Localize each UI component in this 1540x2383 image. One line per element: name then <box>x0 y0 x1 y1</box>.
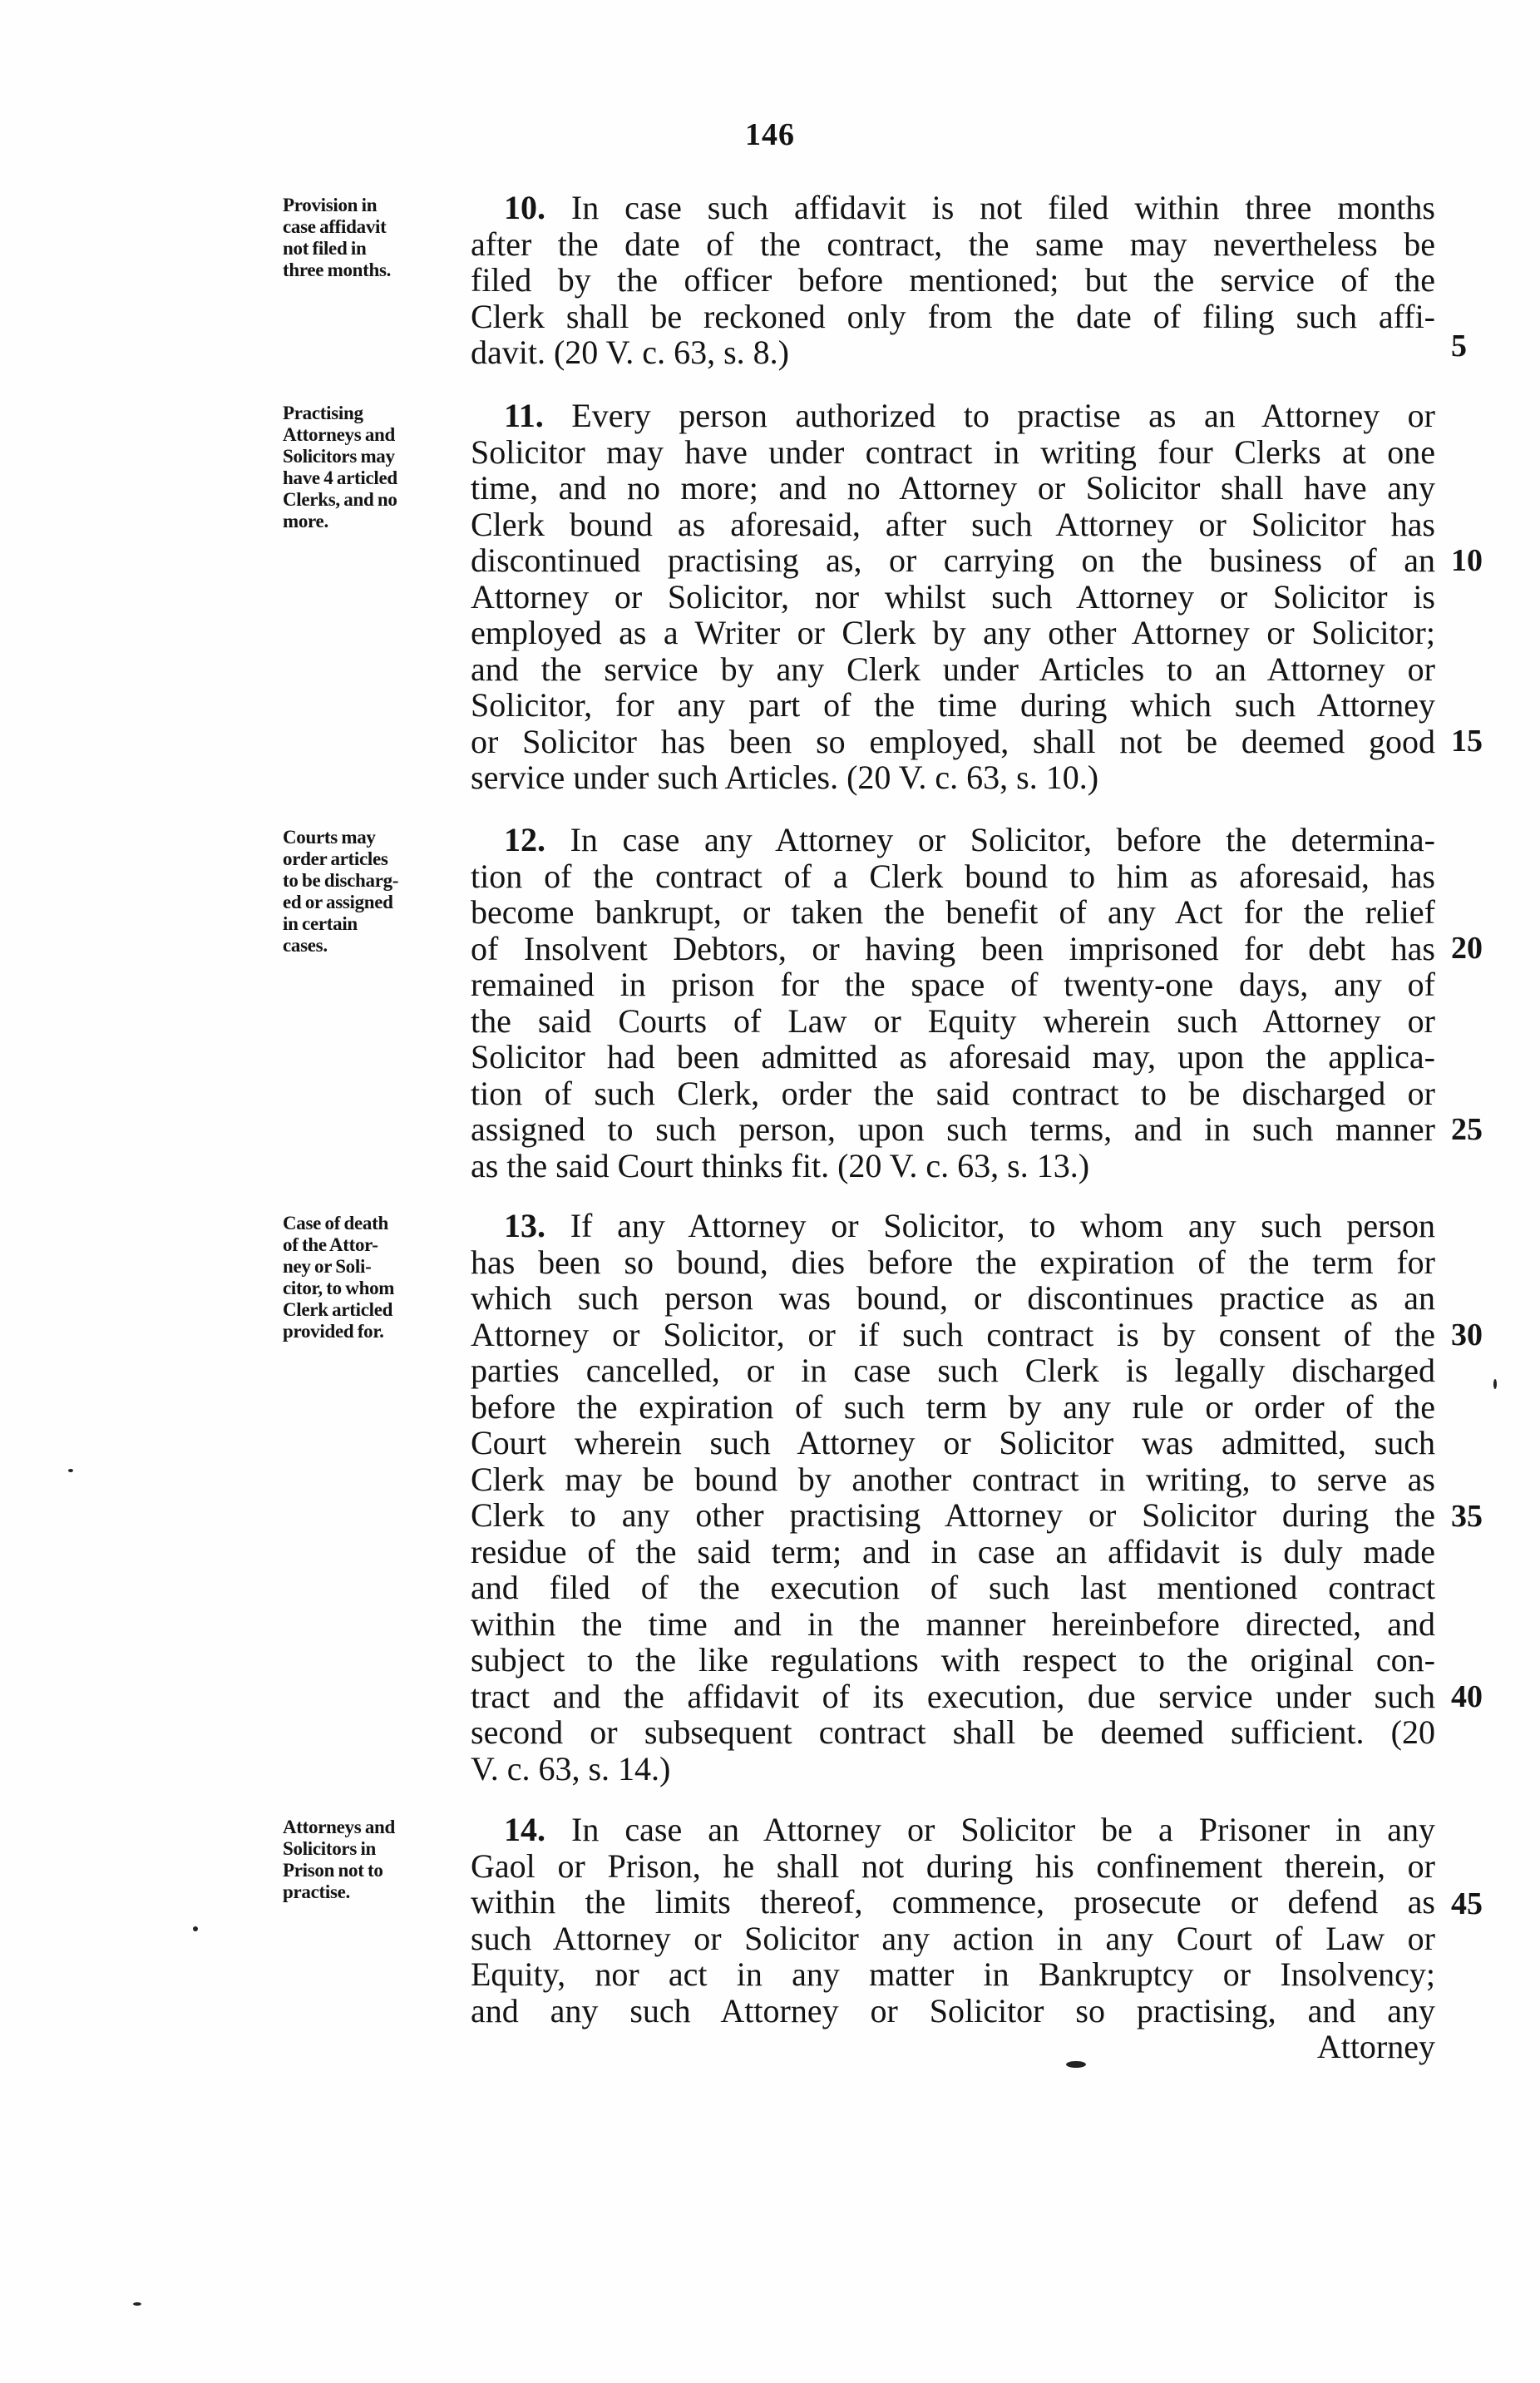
text-line: davit. (20 V. c. 63, s. 8.) <box>471 334 789 371</box>
section-number: 11. <box>504 397 544 434</box>
side-note-line: Solicitors may <box>283 446 395 467</box>
scan-speck <box>1493 1379 1497 1389</box>
line-number: 10 <box>1451 543 1483 578</box>
side-note <box>283 1817 449 1903</box>
text-line: Attorney or Solicitor, or if such contract is by consent of the <box>471 1315 1435 1353</box>
side-note <box>283 403 449 532</box>
side-note-line: three months. <box>283 260 392 280</box>
side-note-line: provided for. <box>283 1321 384 1342</box>
text-line <box>471 822 1435 858</box>
text-line: V. c. 63, s. 14.) <box>471 1749 671 1787</box>
side-note-line: ed or assigned <box>283 892 393 912</box>
side-note <box>283 827 449 957</box>
text-line: tion of such Clerk, order the said contract to be discharged or <box>471 1074 1435 1112</box>
side-note-line: have 4 articled <box>283 467 397 488</box>
section-body <box>471 822 1435 1184</box>
text-line: tion of the contract of a Clerk bound to him as aforesaid, has <box>471 857 1435 895</box>
text-line: Clerk shall be reckoned only from the date of filing such affi- <box>471 297 1435 335</box>
text-line: remained in prison for the space of twenty-one days, any of <box>471 966 1435 1003</box>
text-line <box>471 1812 1435 1848</box>
side-note-line: case affidavit <box>283 216 387 237</box>
text-line: assigned to such person, upon such terms, and in such manner <box>471 1110 1435 1148</box>
text-line: within the limits thereof, commence, prosecute or defend as <box>471 1883 1435 1921</box>
text-line: and the service by any Clerk under Articles to an Attorney or <box>471 650 1435 688</box>
text-line: become bankrupt, or taken the benefit of any Act for the relief <box>471 893 1435 931</box>
side-note-line: Solicitors in <box>283 1838 377 1859</box>
text-line <box>471 190 1435 226</box>
text-line: Attorney or Solicitor, nor whilst such Attorney or Solicitor is <box>471 577 1435 616</box>
text-line: after the date of the contract, the same may nevertheless be <box>471 225 1435 263</box>
side-note-line: Clerk articled <box>283 1299 393 1320</box>
text-line: subject to the like regulations with respect to the original con- <box>471 1641 1435 1678</box>
side-note-line: Attorneys and <box>283 424 396 445</box>
catchword: Attorney <box>1316 2028 1435 2065</box>
side-note-line: practise. <box>283 1881 350 1902</box>
text-line-content: Every person authorized to practise as an Attorney or <box>571 397 1436 434</box>
text-line: second or subsequent contract shall be deemed sufficient. (20 <box>471 1713 1435 1751</box>
text-line: discontinued practising as, or carrying on the business of an <box>471 541 1435 579</box>
scan-speck <box>1066 2061 1086 2068</box>
text-line: Clerk bound as aforesaid, after such Attorney or Solicitor has <box>471 505 1435 543</box>
text-line: the said Courts of Law or Equity wherein such Attorney or <box>471 1001 1435 1040</box>
line-number: 20 <box>1451 931 1483 966</box>
text-line: which such person was bound, or discontinues practice as an <box>471 1279 1435 1317</box>
text-line: service under such Articles. (20 V. c. 63, s. 10.) <box>471 759 1099 796</box>
side-note-line: Provision in <box>283 195 378 215</box>
text-line: filed by the officer before mentioned; but the service of the <box>471 261 1435 299</box>
side-note-line: Practising <box>283 403 363 423</box>
text-line: Gaol or Prison, he shall not during his confinement therein, or <box>471 1847 1435 1885</box>
side-note <box>283 195 449 281</box>
text-line: such Attorney or Solicitor any action in any Court of Law or <box>471 1919 1435 1957</box>
section-number: 14. <box>504 1811 545 1848</box>
section-number: 10. <box>504 189 545 226</box>
side-note-line: Courts may <box>283 827 376 848</box>
text-line: Equity, nor act in any matter in Bankruptcy or Insolvency; <box>471 1955 1435 1993</box>
text-line: employed as a Writer or Clerk by any other Attorney or Solicitor; <box>471 614 1435 651</box>
line-number: 35 <box>1451 1499 1483 1534</box>
text-line: as the said Court thinks fit. (20 V. c. 63, s. 13.) <box>471 1146 1090 1184</box>
text-line: Solicitor had been admitted as aforesaid may, upon the applica- <box>471 1038 1435 1075</box>
side-note-line: ney or Soli- <box>283 1256 372 1277</box>
text-line <box>471 1208 1435 1244</box>
line-number: 45 <box>1451 1886 1483 1921</box>
section-body <box>471 1208 1435 1787</box>
text-line: time, and no more; and no Attorney or Solicitor shall have any <box>471 469 1435 507</box>
section-body <box>471 1812 1435 2065</box>
text-line-content: In case any Attorney or Solicitor, before the determina- <box>570 821 1436 858</box>
side-note-line: cases. <box>283 935 328 956</box>
text-line <box>471 398 1435 434</box>
text-line: before the expiration of such term by any rule or order of the <box>471 1387 1435 1426</box>
text-line: parties cancelled, or in case such Clerk is legally discharged <box>471 1352 1435 1389</box>
text-line: tract and the affidavit of its execution, due service under such <box>471 1677 1435 1715</box>
line-number: 5 <box>1451 329 1467 363</box>
text-line: within the time and in the manner hereinbefore directed, and <box>471 1604 1435 1643</box>
section-number: 12. <box>504 821 545 858</box>
side-note-line: of the Attor- <box>283 1234 378 1255</box>
section-number: 13. <box>504 1207 545 1244</box>
text-line: and filed of the execution of such last mentioned contract <box>471 1569 1435 1606</box>
text-line: Clerk to any other practising Attorney or Solicitor during the <box>471 1496 1435 1534</box>
side-note-line: Case of death <box>283 1213 388 1234</box>
side-note-line: not filed in <box>283 238 367 259</box>
section-body <box>471 190 1435 371</box>
text-line: or Solicitor has been so employed, shall not be deemed good <box>471 722 1435 760</box>
side-note-line: Prison not to <box>283 1860 383 1881</box>
text-line: residue of the said term; and in case an affidavit is duly made <box>471 1532 1435 1570</box>
scan-speck <box>193 1926 198 1931</box>
page-number: 146 <box>745 117 795 152</box>
text-line-content: In case an Attorney or Solicitor be a Prisoner in any <box>571 1811 1436 1848</box>
line-number: 25 <box>1451 1112 1483 1147</box>
section-body <box>471 398 1435 796</box>
side-note-line: to be discharg- <box>283 870 399 891</box>
side-note-line: Attorneys and <box>283 1817 396 1837</box>
line-number: 30 <box>1451 1318 1483 1352</box>
side-note-line: in certain <box>283 913 358 934</box>
text-line: and any such Attorney or Solicitor so practising, and any <box>471 1991 1435 2030</box>
text-line: Solicitor, for any part of the time during which such Attorney <box>471 686 1435 724</box>
scan-speck <box>133 2302 141 2306</box>
side-note <box>283 1213 449 1342</box>
text-line: Clerk may be bound by another contract in writing, to serve as <box>471 1460 1435 1498</box>
line-number: 15 <box>1451 724 1483 759</box>
side-note-line: order articles <box>283 848 388 869</box>
scan-speck <box>68 1469 73 1472</box>
text-line-content: In case such affidavit is not filed within three months <box>570 189 1435 226</box>
side-note-line: Clerks, and no <box>283 489 397 510</box>
line-number: 40 <box>1451 1679 1483 1714</box>
text-line: has been so bound, dies before the expiration of the term for <box>471 1243 1435 1281</box>
side-note-line: more. <box>283 511 328 531</box>
text-line: of Insolvent Debtors, or having been imprisoned for debt has <box>471 929 1435 967</box>
side-note-line: citor, to whom <box>283 1278 395 1298</box>
text-line-content: If any Attorney or Solicitor, to whom any such person <box>570 1207 1435 1244</box>
text-line: Court wherein such Attorney or Solicitor was admitted, such <box>471 1424 1435 1461</box>
text-line: Solicitor may have under contract in writing four Clerks at one <box>471 433 1435 471</box>
